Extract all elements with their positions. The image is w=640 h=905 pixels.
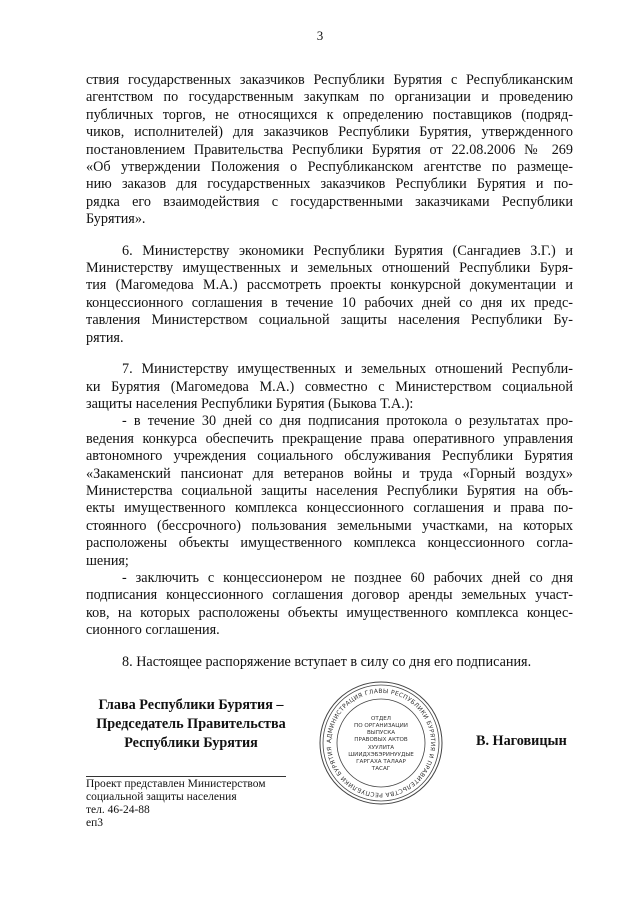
text-line: тавления Министерством социальной защиты населения Республики Бу-: [86, 312, 573, 329]
paragraph-7-item-2: [86, 570, 573, 640]
text-line: Министерства социальной защиты населения Республики Бурятия на объ-: [86, 482, 573, 499]
text-line: - в течение 30 дней со дня подписания протокола о результатах про-: [122, 413, 573, 430]
signatory-name: В. Наговицын: [476, 733, 567, 749]
signatory-title-line: Председатель Правительства: [96, 716, 286, 732]
text-line: защиты населения Республики Бурятия (Быкова Т.А.):: [86, 395, 414, 412]
stamp-line: ВЫПУСКА: [366, 730, 396, 736]
text-line: рятия.: [86, 329, 124, 346]
text-line: чиков, исполнителей) для заказчиков Республики Бурятия, утвержденного: [86, 124, 573, 141]
paragraph-7-item-1: [86, 413, 573, 570]
footer-divider: [86, 776, 286, 777]
paragraph-6: [86, 243, 573, 347]
text-line: стоянного (бессрочного) пользования земельными участками, на которых: [86, 517, 573, 534]
paragraph-8: [86, 654, 573, 671]
text-line: «Об утверждении Положения о Республиканском агентстве по размеще-: [86, 159, 573, 176]
stamp-line: ПО ОРГАНИЗАЦИИ: [354, 723, 408, 729]
text-line: 8. Настоящее распоряжение вступает в силу со дня его подписания.: [122, 653, 532, 670]
text-line: ки Бурятия (Магомедова М.А.) совместно с Министерством социальной: [86, 378, 573, 395]
stamp-line: ГАРГАХА ТАЛААР: [356, 759, 406, 765]
text-line: 6. Министерству экономики Республики Бурятия (Сангадиев З.Г.) и: [122, 242, 573, 259]
paragraph-7: [86, 361, 573, 413]
footer-note: [86, 778, 266, 830]
text-line: ков, на которых расположены объекты имущественного комплекса концес-: [86, 604, 573, 621]
stamp-line: ОТДЕЛ: [371, 716, 391, 722]
text-line: автономного учреждения социального обслуживания Республики Бурятия: [86, 448, 573, 465]
stamp-line: ХУУЛИТА: [367, 745, 395, 751]
text-line: сионного соглашения.: [86, 622, 220, 639]
text-line: агентством по государственным закупкам по организации и проведению: [86, 89, 573, 106]
official-stamp: [318, 680, 444, 806]
text-line: 7. Министерству имущественных и земельных отношений Республи-: [122, 361, 573, 378]
footer-line: еп3: [86, 817, 104, 829]
text-line: постановлением Правительства Республики Бурятия от 22.08.2006 № 269: [86, 141, 573, 158]
text-line: - заключить с концессионером не позднее 60 рабочих дней со дня: [122, 569, 573, 586]
document-body: [86, 72, 573, 671]
signatory-title-line: Глава Республики Бурятия –: [98, 697, 284, 713]
text-line: Министерству имущественных и земельных отношений Республики Буря-: [86, 260, 573, 277]
text-line: шения;: [86, 552, 129, 569]
text-line: ствия государственных заказчиков Республики Бурятия с Республиканским: [86, 72, 573, 88]
stamp-ring-text: АДМИНИСТРАЦИЯ ГЛАВЫ РЕСПУБЛИКИ БУРЯТИЯ И ПРАВИТЕЛЬСТВА РЕСПУБЛИКИ БУРЯТИЯ: [325, 687, 437, 799]
stamp-line: ПРАВОВЫХ АКТОВ: [354, 737, 408, 743]
text-line: публичных торгов, не относящихся к определению поставщиков (подряд-: [86, 106, 573, 123]
stamp-line: ТАСАГ: [371, 766, 391, 772]
page-number: 3: [316, 28, 324, 43]
paragraph-5-continuation: [86, 72, 573, 229]
text-line: «Закаменский пансионат для ветеранов войны и труда «Горный воздух»: [86, 465, 573, 482]
footer-line: Проект представлен Министерством: [86, 778, 266, 790]
text-line: рядка его взаимодействия с государственными заказчиками Республики: [86, 193, 573, 210]
signatory-title: [86, 696, 296, 753]
footer-line: тел. 46-24-88: [86, 804, 150, 816]
text-line: расположены объекты имущественного комплекса концессионного согла-: [86, 535, 573, 552]
stamp-line: ШИИДХЭБЭРИНУУДЫЕ: [348, 752, 414, 758]
text-line: концессионного соглашения в течение 10 рабочих дней со дня их предс-: [86, 294, 573, 311]
text-line: екты имущественного комплекса концессионного соглашения и права по-: [86, 500, 573, 517]
text-line: тия (Магомедова М.А.) рассмотреть проекты конкурсной документации и: [86, 277, 573, 294]
text-line: Бурятия».: [86, 211, 146, 228]
text-line: нию заказов для государственных заказчиков Республики Бурятия и по-: [86, 176, 573, 193]
text-line: подписания концессионного соглашения договор аренды земельных участ-: [86, 587, 573, 604]
signatory-title-line: Республики Бурятия: [124, 735, 258, 751]
text-line: ведения конкурса обеспечить прекращение права оперативного управления: [86, 430, 573, 447]
footer-line: социальной защиты населения: [86, 791, 237, 803]
